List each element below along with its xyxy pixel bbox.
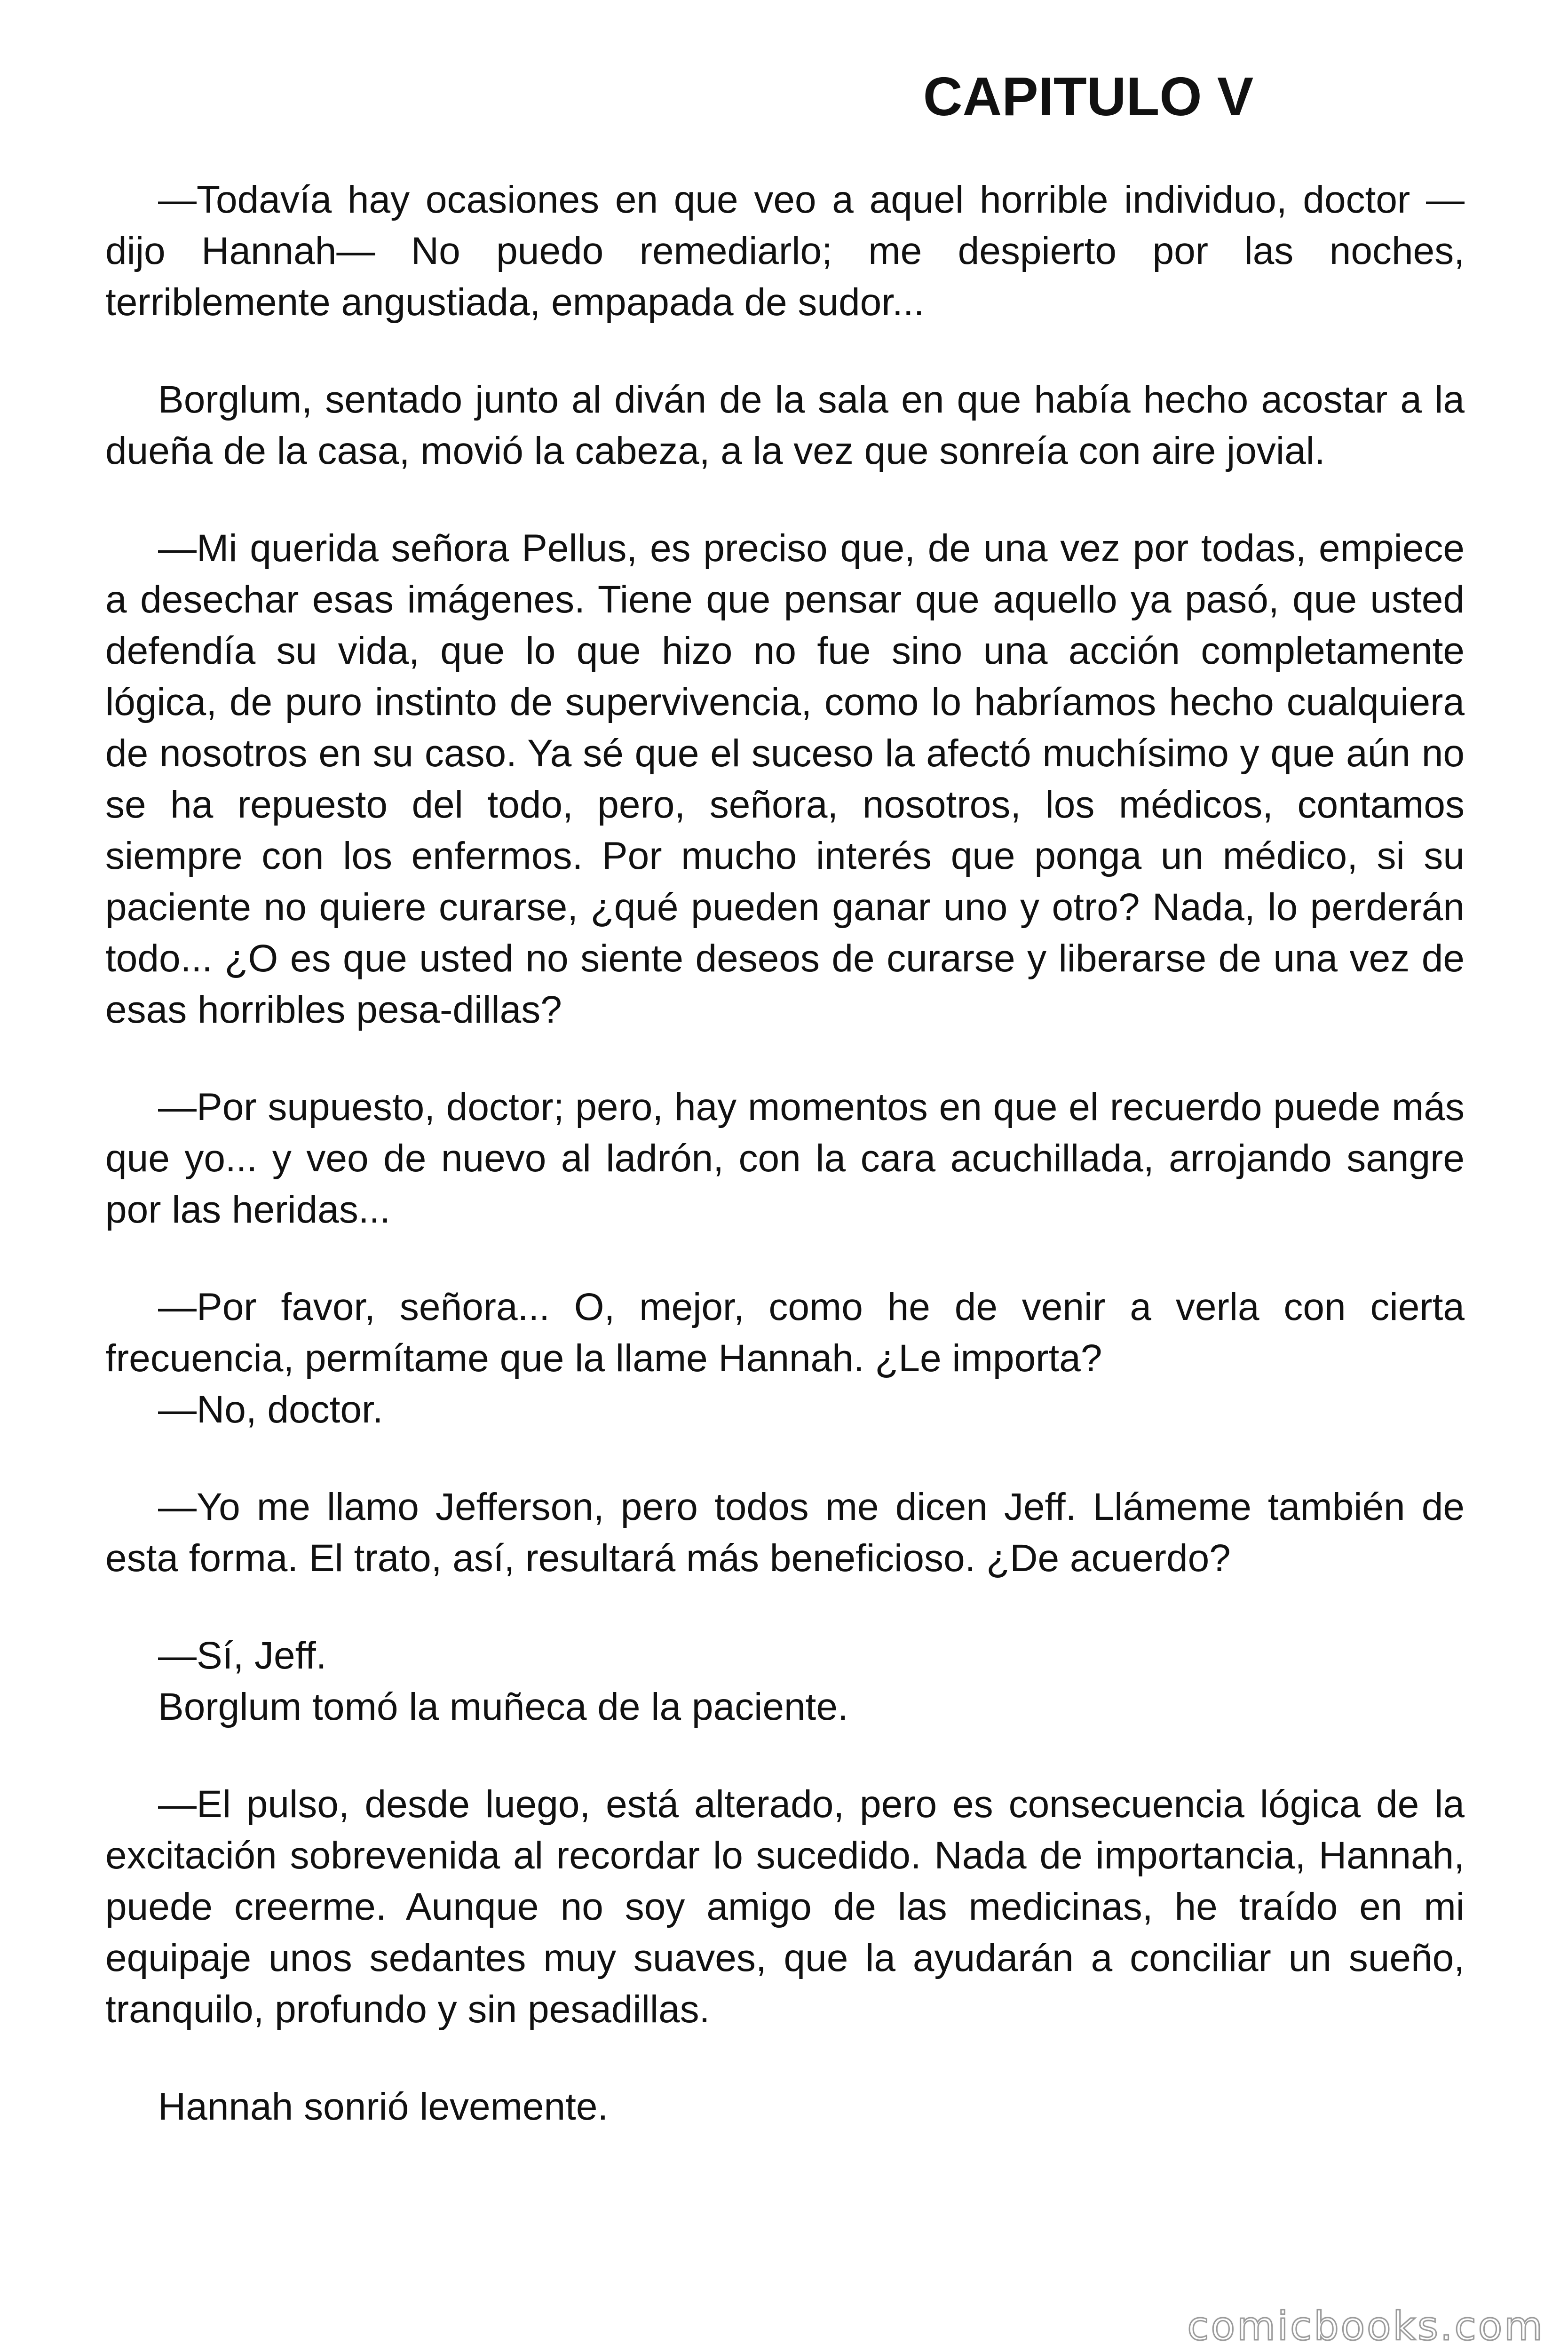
paragraph: —Por supuesto, doctor; pero, hay momentos en que el recuerdo puede más que yo... y veo de nuevo al ladrón, con la cara acuchillada, arrojando sangre por las heridas... [105, 1086, 1465, 1231]
paragraph: —Todavía hay ocasiones en que veo a aquel horrible individuo, doctor —dijo Hannah— No puedo remediarlo; me despierto por las noches, terriblemente angustiada, empapada de sudor... [105, 178, 1465, 324]
chapter-title: CAPITULO V [923, 66, 1254, 127]
paragraph: —Por favor, señora... O, mejor, como he de venir a verla con cierta frecuencia, permítame que la llame Hannah. ¿Le importa? [105, 1286, 1465, 1380]
paragraph: Hannah sonrió levemente. [158, 2085, 609, 2128]
paragraph: —Mi querida señora Pellus, es preciso que, de una vez por todas, empiece a desechar esas imágenes. Tiene que pensar que aquello ya pasó, que usted defendía su vida, que lo que hizo no fue sino una acción completamente lógica, de puro instinto de supervivencia, como lo habríamos hecho cualquiera de nosotros en su caso. Ya sé que el suceso la afectó muchísimo y que aún no se ha repuesto del todo, pero, señora, nosotros, los médicos, contamos siempre con los enfermos. Por mucho interés que ponga un médico, si su paciente no quiere curarse, ¿qué pueden ganar uno y otro? Nada, lo perderán todo... ¿O es que usted no siente deseos de curarse y liberarse de una vez de esas horribles pesa-dillas? [105, 527, 1465, 1031]
book-page [105, 0, 1465, 2352]
paragraph: —Yo me llamo Jefferson, pero todos me dicen Jeff. Llámeme también de esta forma. El trato, así, resultará más beneficioso. ¿De acuerdo? [105, 1486, 1465, 1580]
paragraph: Borglum tomó la muñeca de la paciente. [158, 1685, 848, 1728]
paragraph: Borglum, sentado junto al diván de la sala en que había hecho acostar a la dueña de la casa, movió la cabeza, a la vez que sonreía con aire jovial. [105, 378, 1465, 472]
watermark: comicbooks.com [1187, 2303, 1544, 2349]
paragraph: —Sí, Jeff. [158, 1634, 327, 1677]
chapter-body [105, 174, 1465, 2132]
paragraph: —No, doctor. [158, 1388, 383, 1431]
paragraph: —El pulso, desde luego, está alterado, pero es consecuencia lógica de la excitación sobrevenida al recordar lo sucedido. Nada de importancia, Hannah, puede creerme. Aunque no soy amigo de las medicinas, he traído en mi equipaje unos sedantes muy suaves, que la ayudarán a conciliar un sueño, tranquilo, profundo y sin pesadillas. [105, 1783, 1465, 2031]
